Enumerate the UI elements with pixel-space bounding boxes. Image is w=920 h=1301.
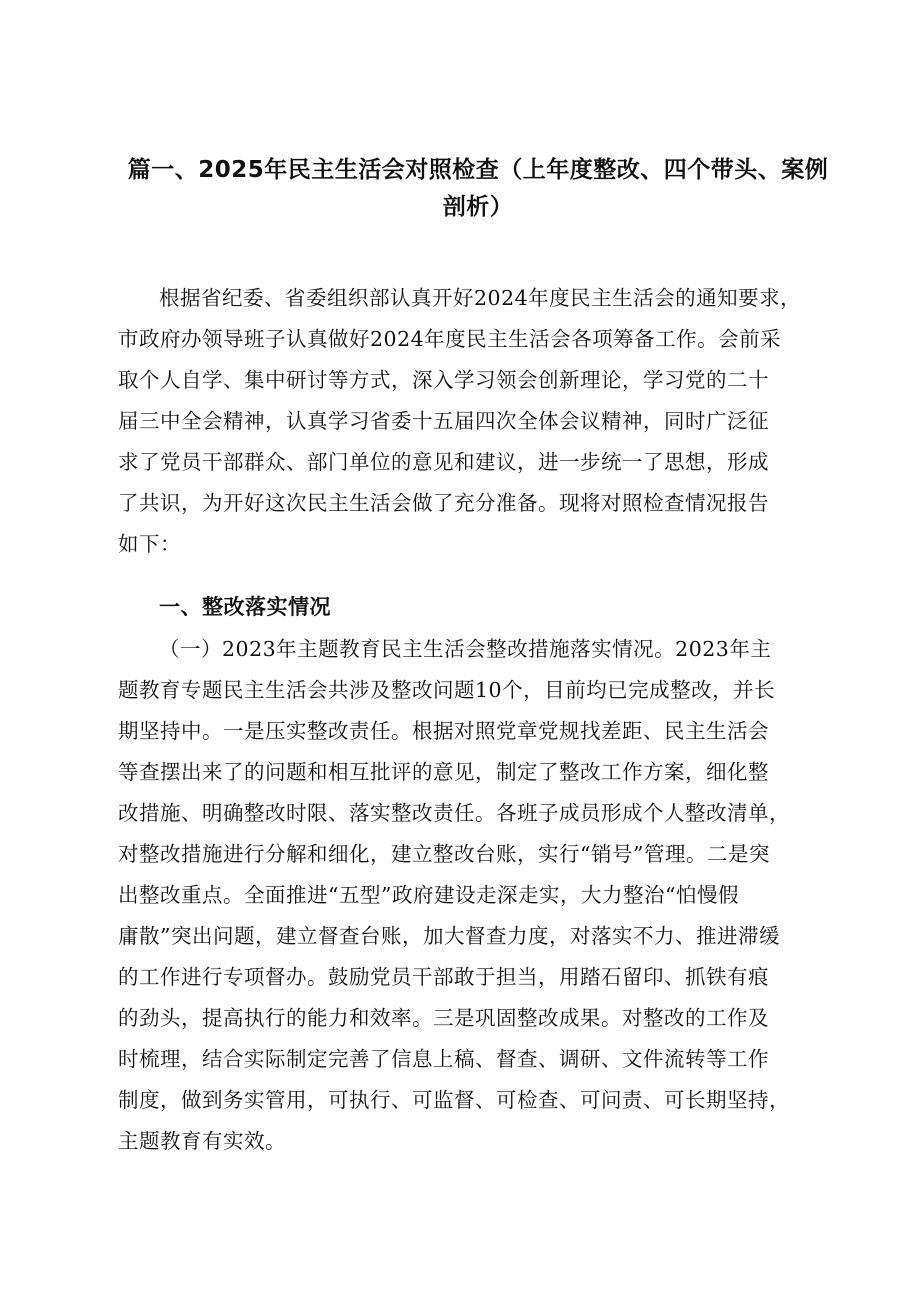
text-line: 制度，做到务实管用，可执行、可监督、可检查、可问责、可长期坚持， [118, 1088, 790, 1112]
text-line: 市政府办领导班子认真做好2024年度民主生活会各项筹备工作。会前采 [118, 327, 782, 351]
title-line-2: 剖析） [442, 194, 514, 220]
text-line: 的劲头，提高执行的能力和效率。三是巩固整改成果。对整改的工作及 [118, 1006, 769, 1030]
text-line: 改措施、明确整改时限、落实整改责任。各班子成员形成个人整改清单， [118, 801, 790, 825]
text-line: 根据省纪委、省委组织部认真开好2024年度民主生活会的通知要求， [159, 286, 802, 310]
text-line: 题教育专题民主生活会共涉及整改问题10个，目前均已完成整改，并长 [118, 678, 776, 702]
text-line: 出整改重点。全面推进“五型”政府建设走深走实，大力整治“怕慢假 [118, 883, 739, 907]
text-line: 求了党员干部群众、部门单位的意见和建议，进一步统一了思想，形成 [118, 450, 769, 474]
text-line: 如下： [118, 532, 181, 556]
section-heading [118, 587, 838, 628]
text-line: 庸散”突出问题，建立督查台账，加大督查力度，对落实不力、推进滞缓 [118, 924, 780, 948]
text-line: 取个人自学、集中研讨等方式，深入学习领会创新理论，学习党的二十 [118, 368, 769, 392]
text-line: 了共识，为开好这次民主生活会做了充分准备。现将对照检查情况报告 [118, 491, 769, 515]
text-line: 期坚持中。一是压实整改责任。根据对照党章党规找差距、民主生活会 [118, 719, 769, 743]
text-line: 时梳理，结合实际制定完善了信息上稿、督查、调研、文件流转等工作 [118, 1047, 769, 1071]
intro-paragraph [118, 278, 838, 565]
text-line: 等查摆出来了的问题和相互批评的意见，制定了整改工作方案，细化整 [118, 760, 769, 784]
text-line: 主题教育有实效。 [118, 1129, 286, 1153]
section-heading-text: 一、整改落实情况 [159, 595, 331, 619]
rectification-paragraph [118, 629, 838, 1162]
text-line: 的工作进行专项督办。鼓励党员干部敢于担当，用踏石留印、抓铁有痕 [118, 965, 769, 989]
text-line: （一）2023年主题教育民主生活会整改措施落实情况。2023年主 [159, 637, 772, 661]
title-line-1: 篇一、2025年民主生活会对照检查（上年度整改、四个带头、案例 [127, 157, 829, 183]
text-line: 届三中全会精神，认真学习省委十五届四次全体会议精神，同时广泛征 [118, 409, 769, 433]
text-line: 对整改措施进行分解和细化，建立整改台账，实行“销号”管理。二是突 [118, 842, 770, 866]
document-title [118, 152, 838, 226]
